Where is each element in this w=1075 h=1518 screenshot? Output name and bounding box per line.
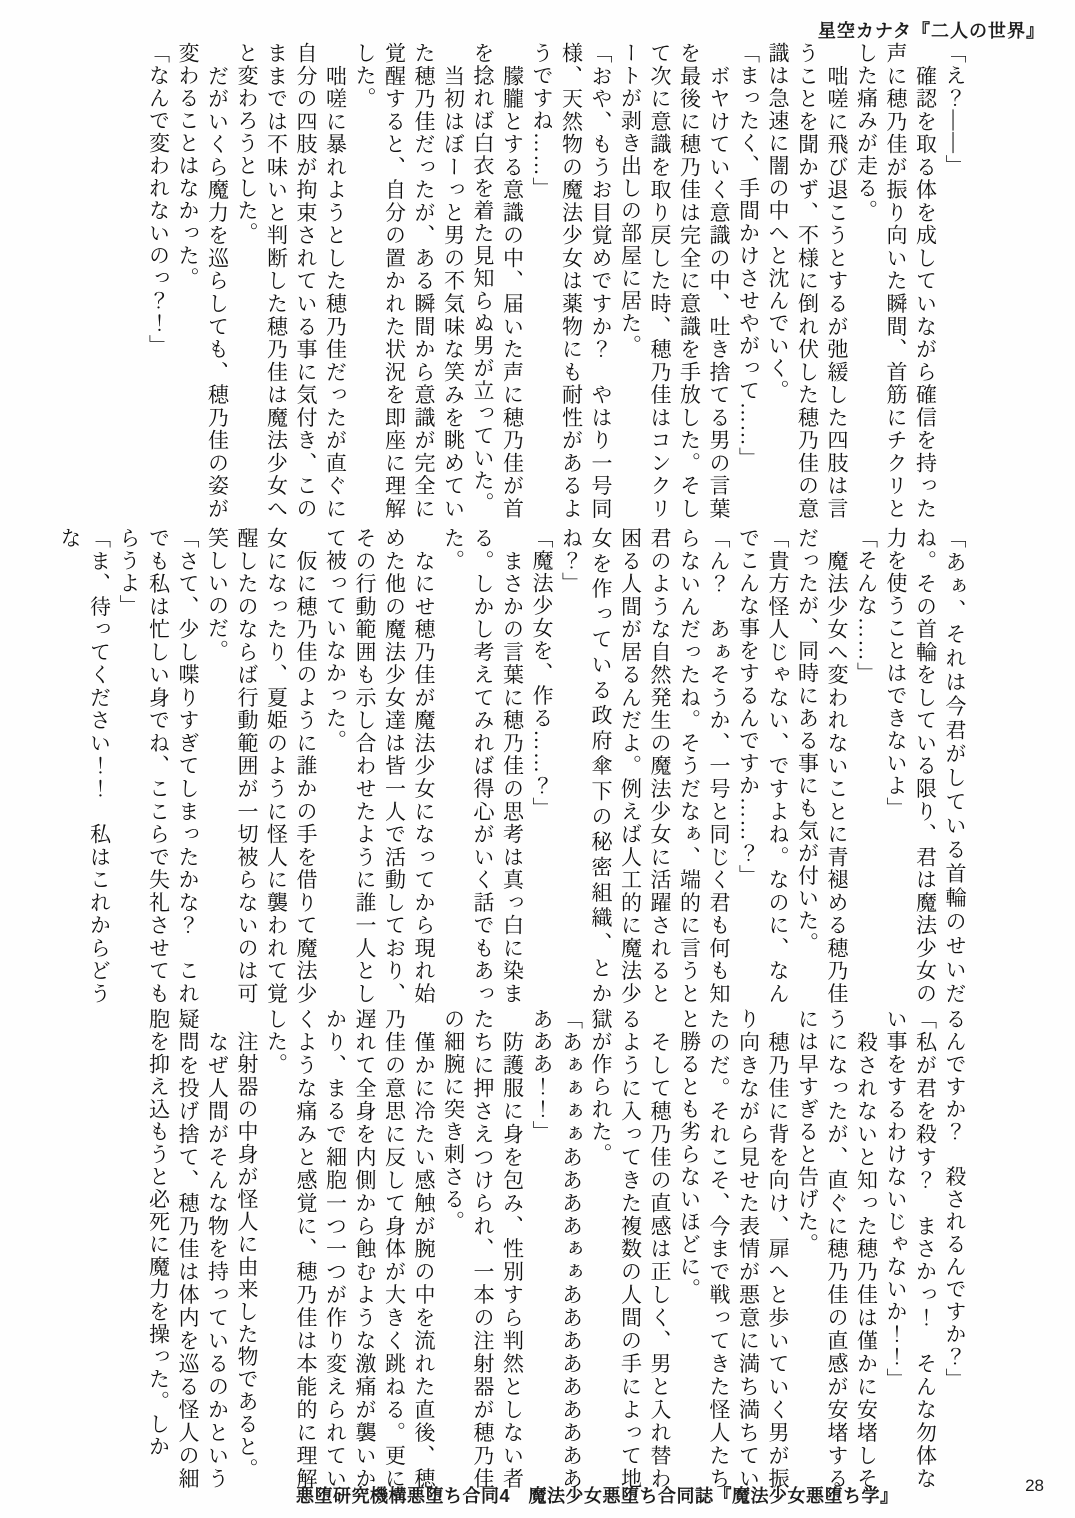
paragraph: 「私が君を殺す？ まさかっ！ そんな勿体ない事をするわけないじゃないか！！」 (884, 1008, 938, 1490)
paragraph: 確認を取る体を成していながら確信を持った声に穂乃佳が振り向いた瞬間、首筋にチクリとした痛みが走る。 (854, 42, 938, 520)
paragraph: 「ま、待ってください！！ 私はこれからどうな (58, 527, 112, 1005)
paragraph: だがいくら魔力を巡らしても、穂乃佳の姿が変わることはなかった。 (176, 42, 230, 520)
paragraph: 当初はぼーっと男の不気味な笑みを眺めていた穂乃佳だったが、ある瞬間から意識が完全に覚醒すると、自分の置かれた状況を即座に理解した。 (353, 42, 466, 520)
paragraph: 「ん？ あぁそうか、一号と同じく君も何も知らないんだったね。そうだなぁ、端的に言うと君のような自然発生の魔法少女に活躍されると困る人間が居るんだよ。例えば人工的に魔法少女を作っている政府傘下の秘密組織、とかね？」 (559, 527, 731, 1005)
paragraph: 「そんな……」 (854, 527, 879, 685)
paragraph: 注射器の中身が怪人に由来した物であると。 (235, 1008, 259, 1481)
paragraph: ボヤけていく意識の中、吐き捨てる男の言葉を最後に穂乃佳は完全に意識を手放した。そして次に意識を取り戻した時、穂乃佳はコンクリートが剥き出しの部屋に居た。 (618, 42, 731, 520)
paragraph: 仮に穂乃佳のように誰かの手を借りて魔法少女になったり、夏姫のように怪人に襲われて覚醒したのならば行動範囲が一切被らないのは可笑しいのだ。 (205, 527, 318, 1005)
page-footer-title: 悪堕研究機構悪堕ち合同4 魔法少女悪堕ち合同誌『魔法少女悪堕ち学』 (296, 1486, 899, 1506)
paragraph: 「魔法少女を、作る……？」 (530, 527, 554, 820)
paragraph: 「え？――」 (943, 42, 967, 177)
page-number: 28 (1025, 1476, 1044, 1495)
paragraph: 「さて、少し喋りすぎてしまったかな？ これでも私は忙しい身でね、ここらで失礼させてもらうよ」 (117, 527, 200, 1005)
paragraph: そして穂乃佳の直感は正しく、男と入れ替わるように入ってきた複数の人間の手によって地獄が作られた。 (589, 1008, 672, 1490)
paragraph: 朦朧とする意識の中、届いた声に穂乃佳が首を捻れば白衣を着た見知らぬ男が立っていた。 (471, 42, 525, 520)
paragraph: 「おや、もうお目覚めですか？ やはり一号同様、天然物の魔法少女は薬物にも耐性があるようですね……」 (530, 42, 613, 520)
paragraph: 「なんで変われないのっ？！」 (146, 42, 171, 357)
paragraph: 僅かに冷たい感触が腕の中を流れた直後、穂乃佳の意思に反して身体が大きく跳ねる。更に遅れて全身を内側から蝕むような激痛が襲いかかり、まるで細胞一つ一つが作り変えられていくような痛みと感覚に、穂乃佳は本能的に理解した。 (264, 1008, 436, 1490)
paragraph: 殺されないと知った穂乃佳は僅かに安堵しそうになったが、直ぐに穂乃佳の直感が安堵するには早すぎると告げた。 (795, 1008, 879, 1490)
novel-text-section-bottom (105, 1008, 969, 1490)
paragraph: 「まったく、手間かけさせやがって……」 (736, 42, 761, 470)
paragraph: 魔法少女へ変われないことに青褪める穂乃佳だったが、同時にある事にも気が付いた。 (795, 527, 849, 1005)
novel-text-section-middle (58, 527, 969, 1005)
novel-text-section-top (105, 42, 969, 520)
paragraph: るんですか？ 殺されるんですか？」 (943, 1008, 967, 1391)
page-header-title: 星空カナタ『二人の世界』 (817, 21, 1045, 41)
paragraph: 穂乃佳に背を向け、扉へと歩いていく男が振り向きながら見せた表情が悪意に満ち満ちていたのだ。それこそ、今まで戦ってきた怪人たちと勝るとも劣らないほどに。 (677, 1008, 790, 1490)
paragraph: 「貴方怪人じゃない、ですよね。なのに、なんでこんな事をするんですか……？」 (736, 527, 790, 1005)
paragraph: 「あぁぁぁぁああああぁぁああああああああああああ！！」 (530, 1008, 584, 1490)
paragraph: 「あぁ、それは今君がしている首輪のせいだね。その首輪をしている限り、君は魔法少女の力を使うことはできないよ」 (884, 527, 967, 1005)
paragraph: 咄嗟に飛び退こうとするが弛緩した四肢は言うことを聞かず、不様に倒れ伏した穂乃佳の意識は急速に闇の中へと沈んでいく。 (766, 42, 849, 520)
paragraph: まさかの言葉に穂乃佳の思考は真っ白に染まる。しかし考えてみれば得心がいく話でもあった。 (441, 527, 525, 1005)
paragraph: なにせ穂乃佳が魔法少女になってから現れ始めた他の魔法少女達は皆一人で活動しており、その行動範囲も示し合わせたように誰一人として被っていなかった。 (323, 527, 436, 1005)
paragraph: 咄嗟に暴れようとした穂乃佳だったが直ぐに自分の四肢が拘束されている事に気付き、このままでは不味いと判断した穂乃佳は魔法少女へと変わろうとした。 (235, 42, 348, 520)
paragraph: なぜ人間がそんな物を持っているのかという疑問を投げ捨て、穂乃佳は体内を巡る怪人の細胞を抑え込もうと必死に魔力を操った。しか (146, 1008, 230, 1490)
paragraph: 防護服に身を包み、性別すら判然としない者たちに押さえつけられ、一本の注射器が穂乃佳の細腕に突き刺さる。 (441, 1008, 525, 1490)
